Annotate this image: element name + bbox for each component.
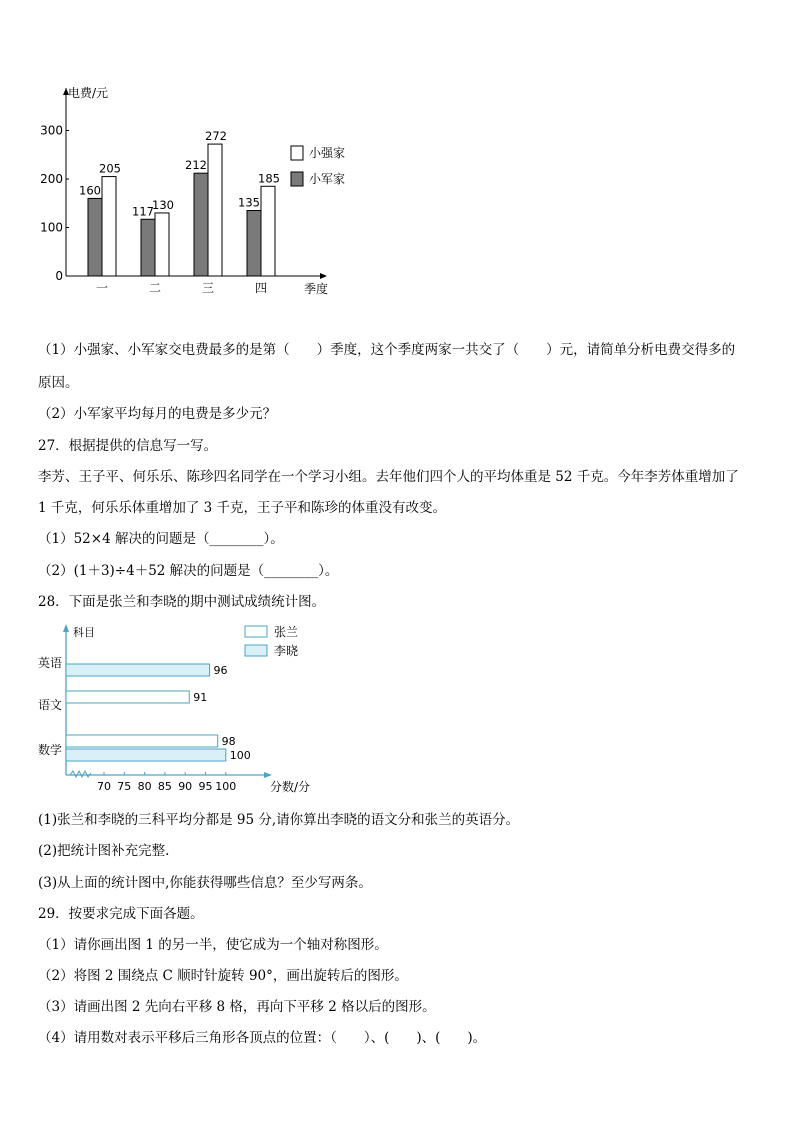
category-label: 英语 <box>38 656 63 670</box>
x-tick-label: 90 <box>178 780 193 793</box>
data-label: 272 <box>205 129 227 144</box>
legend-swatch <box>245 645 267 656</box>
data-label: 160 <box>79 183 101 198</box>
bar-zhanglan <box>66 735 218 747</box>
y-tick-label: 0 <box>55 269 63 283</box>
y-axis-label: 电费/元 <box>68 86 109 100</box>
y-tick-label: 100 <box>40 220 63 235</box>
x-tick-label: 70 <box>97 780 111 793</box>
data-label: 212 <box>185 158 207 173</box>
data-label: 185 <box>258 171 280 186</box>
x-tick-label: 95 <box>198 780 213 793</box>
q27-paragraph-line1: 李芳、王子平、何乐乐、陈珍四名同学在一个学习小组。去年他们四个人的平均体重是 52 千克。今年李芳体重增加了 <box>38 469 739 485</box>
data-label: 96 <box>213 664 228 677</box>
q29-title: 29．按要求完成下面各题。 <box>38 906 204 922</box>
x-tick-label: 一 <box>95 281 109 295</box>
q28-part3: (3)从上面的统计图中,你能获得哪些信息？至少写两条。 <box>38 875 372 891</box>
q29-part1: （1）请你画出图 1 的另一半，使它成为一个轴对称图形。 <box>38 937 388 953</box>
q27-paragraph-line2: 1 千克，何乐乐体重增加了 3 千克，王子平和陈珍的体重没有改变。 <box>38 500 447 516</box>
data-label: 117 <box>132 204 154 219</box>
data-label: 91 <box>193 691 208 704</box>
x-tick-label: 二 <box>148 281 162 295</box>
x-tick-label: 75 <box>117 780 132 793</box>
bar-lixiao <box>66 749 226 761</box>
category-label: 语文 <box>38 698 63 712</box>
data-label: 205 <box>99 161 121 176</box>
x-tick-label: 85 <box>157 780 172 793</box>
q26-part2: （2）小军家平均每月的电费是多少元？ <box>38 406 277 422</box>
category-label: 数学 <box>38 743 63 757</box>
x-axis-arrow <box>264 772 272 778</box>
legend-swatch <box>245 626 267 637</box>
q29-part3: （3）请画出图 2 先向右平移 8 格，再向下平移 2 格以后的图形。 <box>38 999 436 1015</box>
x-tick-label: 100 <box>215 780 237 793</box>
legend-label: 李晓 <box>274 644 299 658</box>
data-label: 130 <box>152 197 174 212</box>
x-axis-label: 季度 <box>304 282 329 296</box>
axis-break-zigzag <box>70 771 91 777</box>
bar-zhanglan <box>66 691 189 703</box>
data-label: 135 <box>238 195 260 210</box>
q29-part2: （2）将图 2 围绕点 C 顺时针旋转 90°，画出旋转后的图形。 <box>38 968 408 984</box>
x-tick-label: 80 <box>137 780 152 793</box>
legend-label: 张兰 <box>274 625 299 639</box>
y-axis-label: 科目 <box>73 626 95 639</box>
q27-title: 27．根据提供的信息写一写。 <box>38 438 218 454</box>
data-label: 100 <box>229 749 251 762</box>
q26-part1-line2: 原因。 <box>38 375 79 391</box>
q28-title: 28．下面是张兰和李晓的期中测试成绩统计图。 <box>38 594 326 610</box>
q27-part1: （1）52×4 解决的问题是（________）。 <box>38 531 284 547</box>
q28-part1: (1)张兰和李晓的三科平均分都是 95 分,请你算出李晓的语文分和张兰的英语分。 <box>38 812 520 828</box>
x-tick-label: 三 <box>201 281 215 295</box>
q27-part2: （2）(1＋3)÷4＋52 解决的问题是（________）。 <box>38 563 339 579</box>
legend-label: 小强家 <box>309 146 346 160</box>
x-axis-label: 分数/分 <box>270 780 311 794</box>
y-tick-label: 200 <box>40 172 63 186</box>
data-label: 98 <box>221 735 236 748</box>
legend-label: 小军家 <box>309 172 346 186</box>
x-tick-label: 四 <box>254 281 268 295</box>
bar-lixiao <box>66 664 210 676</box>
y-tick-label: 300 <box>40 123 63 138</box>
q29-part4: （4）请用数对表示平移后三角形各顶点的位置：（ ）、( )、( )。 <box>38 1030 487 1046</box>
q26-part1-line1: （1）小强家、小军家交电费最多的是第（ ）季度，这个季度两家一共交了（ ）元，请简单分析电费交得多的 <box>38 342 736 358</box>
y-axis-arrow <box>63 624 69 632</box>
q28-part2: (2)把统计图补充完整. <box>38 843 170 859</box>
